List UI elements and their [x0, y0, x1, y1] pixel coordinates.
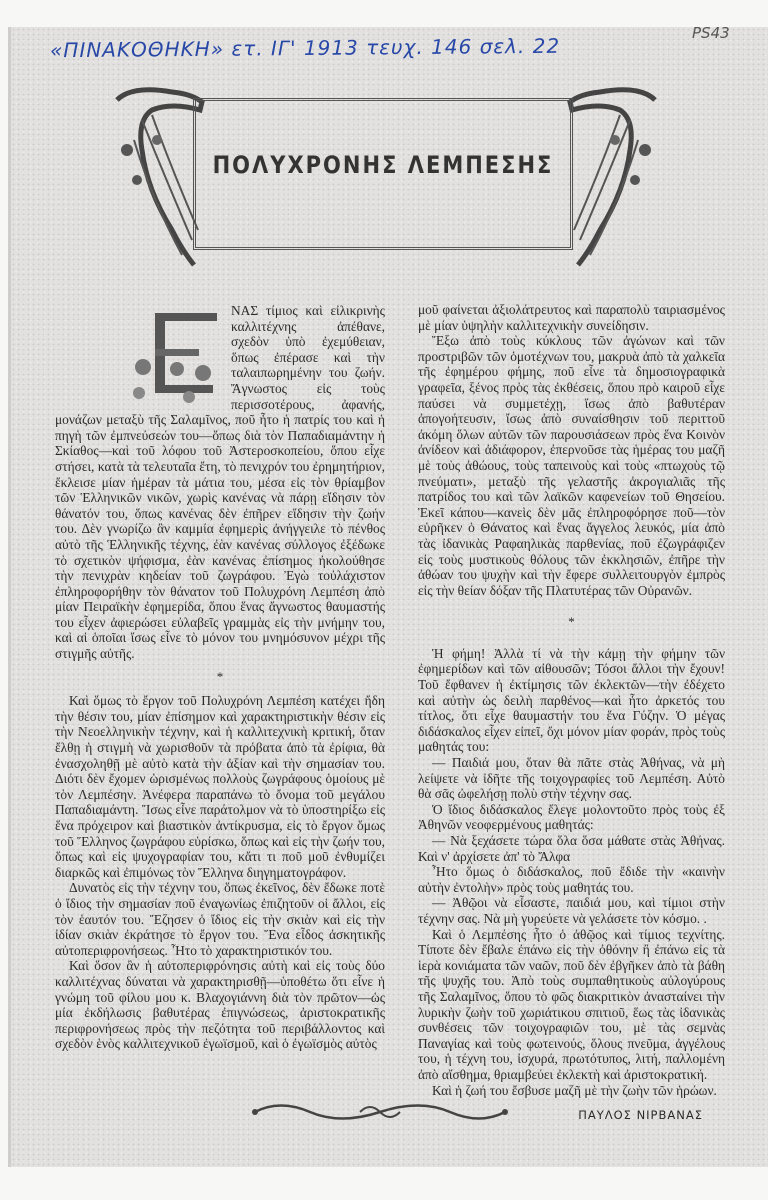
paragraph: Καὶ ὅσον ἂν ἡ αὐτοπεριφρόνησις αὐτὴ καὶ εἰς τοὺς δύο καλλιτέχνας δύναται νὰ χαρακτηρισθῇ—ὑποθέτω ὅτι εἶνε ἡ γνώμη τοῦ φίλου μου κ. Βλαχογιάννη διὰ τὸν πρῶτον—ὡς μία ἐκδήλωσις βαθυτέρας ἐπιγνώσεως, ἀριστοκρατικῆς περιφρονήσεως πρὸς τὴν πεζότητα τοῦ περιβάλλοντος καὶ σχεδὸν ἑνὸς καλλιτεχνικοῦ ἐγωϊσμοῦ, καὶ ὁ ἐγωϊσμὸς αὐτὸς — [55, 958, 385, 1052]
paragraph: Δυνατὸς εἰς τὴν τέχνην του, ὅπως ἐκεῖνος, δὲν ἔδωκε ποτὲ ὁ ἴδιος τὴν σημασίαν ποῦ ἐναγωνίως ἐπιζητοῦν οἱ ἄλλοι, εἰς τὸν ἑαυτόν του. Ἔζησεν ὁ ἴδιος εἰς τὴν σκιὰν καὶ εἰς τὴν ἰδίαν σκιὰν ἐκράτησε τὸ ἔργον του. Ἕνα εἶδος ἀσκητικῆς αὐτοπεριφρονήσεως. Ἦτο τὸ χαρακτηριστικόν του. — [55, 880, 385, 958]
article-title: ΠΟΛΥΧΡΟΝΗΣ ΛΕΜΠΕΣΗΣ — [212, 151, 554, 179]
paragraph: Ἦτο ὅμως ὁ διδάσκαλος, ποῦ ἔδιδε τὴν «καινὴν αὐτὴν ἐντολὴν» πρὸς τοὺς μαθητάς του. — [418, 864, 725, 895]
paragraph: — Ἀθῷοι νὰ εἶσαστε, παιδιά μου, καὶ τίμιοι στὴν τέχνην σας. Νὰ μὴ γυρεύετε νὰ γελάσετε τὸν κόσμο. . — [418, 895, 725, 926]
floral-ornament-right — [565, 80, 660, 270]
intro-paragraph: ΝΑΣ τίμιος καὶ εἰλικρινὴς καλλιτέχνης ἀπέθανε, σχεδὸν ὑπὸ ἐχεμύθειαν, ὅπως ἐπέρασε καὶ τὴν ταλαιπωρημένην του ζωήν. Ἄγνωστος εἰς τοὺς περισσοτέρους, ἀφανής, μονάζων μεταξὺ τῆς Σαλαμῖνος, ποῦ ἦτο ἡ πατρίς του καὶ ἡ πηγὴ τῶν ἐμπνεύσεών του—ὅπως διὰ τὸν Παπαδιαμάντην ἡ Σκίαθος—καὶ τοῦ λόφου τοῦ Ἀστεροσκοπείου, ὅπου εἶχε στήσει, κατὰ τὰ τελευταῖα ἔτη, τὸ πενιχρόν του ἐρημητήριον, ἔκλεισε μίαν ἡμέραν τὰ μάτια του, μέσα εἰς τὸν θρίαμβον τῶν Ἑλληνικῶν νικῶν, χωρὶς κανένας νὰ πάρῃ εἴδησιν τὸν θάνατόν του, ὅπως κανένας δὲν ἐπῆρεν εἴδησιν τὴν ζωήν του. Δὲν γνωρίζω ἂν καμμία ἐφημερὶς ἀνήγγειλε τὸ πένθος αὐτὸ τῆς Ἑλληνικῆς τέχνης, ἐὰν κανένας σύλλογος ἐξέδωκε τὸ σχετικὸν ψήφισμα, ἐὰν κανένας ἐπίσημος ἠκολούθησε τὴν πενιχρὰν κηδείαν τοῦ ζωγράφου. Ἐγὼ τοὐλάχιστον ἐπληροφορήθην τὸν θάνατον τοῦ Πολυχρόνη Λεμπέση ἀπὸ μίαν Πειραϊκὴν ἐφημερίδα, ὅπου ἕνας ἄγνωστος θαυμαστής του εἶχεν ἀφιερώσει εὐλαβεῖς γραμμὰς εἰς τὴν μνήμην του, καὶ αἱ ὁποῖαι ἴσως εἶνε τὸ μόνον του μνημόσυνον μέχρι τῆς στιγμῆς αὐτῆς. — [55, 303, 385, 662]
right-column — [418, 302, 725, 1124]
paragraph: — Παιδιά μου, ὅταν θὰ πᾶτε στὰς Ἀθήνας, νὰ μὴ λείψετε νὰ ἰδῆτε τῆς τοιχογραφίες τοῦ Λεμπέση. Αὐτὸ θὰ σᾶς ὠφελήσῃ πολὺ στὴν τέχνην σας. — [418, 755, 725, 802]
section-separator: * — [568, 614, 575, 630]
left-column — [55, 303, 385, 1052]
paragraph: Καὶ ὁ Λεμπέσης ἦτο ὁ ἀθῷος καὶ τίμιος τεχνίτης. Τίποτε δὲν ἔβαλε ἐπάνω εἰς τὴν ὀθόνην ἢ ἐπάνω εἰς τὰ ἱερὰ κονιάματα τῶν ναῶν, ποῦ δὲν ἐβγῆκεν ἀπὸ τὰ βάθη τῆς ψυχῆς του. Ἀπὸ τοὺς συμπαθητικοὺς αὐλογύρους τῆς Σαλαμῖνος, ὅπου τὸ φῶς διακριτικὸν ἀνασταίνει τὴν λυρικὴν ζωὴν τοῦ χωριάτικου σπιτιοῦ, ἕως τὰς ἰδανικὰς συνθέσεις τῶν τοιχογραφιῶν του, μὲ τὰς σεμνὰς Παναγίας καὶ τοὺς φωτεινούς, ὅλους πνεῦμα, ἀγγέλους του, ἡ τέχνη του, ἰσχυρά, πρωτότυπος, λιτή, παλλομένη ἀπὸ αἴσθημα, θριαμβεύει ἐκλεκτὴ καὶ ἀριστοκρατική. — [418, 926, 725, 1082]
paragraph: — Νὰ ξεχάσετε τώρα ὅλα ὅσα μάθατε στὰς Ἀθήνας. Καὶ ν' ἀρχίσετε ἀπ' τὸ Ἄλφα — [418, 833, 725, 864]
handwritten-citation: «ΠΙΝΑΚΟΘΗΚΗ» ετ. ΙΓ' 1913 τευχ. 146 σελ. 22 — [49, 33, 561, 63]
paragraph: Καὶ ἡ ζωή του ἔσβυσε μαζῆ μὲ τὴν ζωὴν τῶν ἡρώων. — [432, 1082, 717, 1098]
paragraph: Ὁ ἴδιος διδάσκαλος ἔλεγε μολοντοῦτο πρὸς τοὺς ἐξ Ἀθηνῶν νεοφερμένους μαθητάς: — [418, 801, 725, 833]
section-separator: * — [216, 668, 224, 684]
corner-archive-note: PS43 — [692, 24, 730, 42]
author-signature: ΠΑΥΛΟΣ ΝΙΡΒΑΝΑΣ — [578, 1108, 703, 1123]
paragraph: Ἡ φήμη! Ἀλλὰ τί νὰ τὴν κάμῃ τὴν φήμην τῶν ἐφημερίδων καὶ τῶν αἰθουσῶν; Τόσοι ἄλλοι τὴν ἔχουν! Τοῦ ἔφθανεν ἡ ἐκτίμησις τῶν ἐκλεκτῶν—τὴν ἐδέχετο καὶ αὐτὴν ὡς δειλὴ παρθένος—καὶ ἦτο ἀρκετός του τίτλος, ὅτι εἶχε θαυμαστήν του ἕνα Γύζην. Ὁ μέγας διδάσκαλος εἶχεν εἰπεῖ, ὄχι μόνον μίαν φοράν, πρὸς τοὺς μαθητάς του: — [418, 645, 725, 755]
continued-paragraph: μοῦ φαίνεται ἀξιολάτρευτος καὶ παραπολὺ ταιριασμένος μὲ μίαν ὑψηλὴν καλλιτεχνικὴν συνείδησιν. — [418, 302, 725, 333]
title-frame — [193, 98, 573, 250]
decorative-drop-cap — [133, 307, 221, 403]
paragraph: Ἔξω ἀπὸ τοὺς κύκλους τῶν ἀγώνων καὶ τῶν προστριβῶν τῶν ὁμοτέχνων του, μακρυὰ ἀπὸ τὰ χαλκεῖα τῆς ἐφημέρου φήμης, ποῦ εἶνε τὰ δημοσιογραφικὰ γραφεῖα, ξένος πρὸς τὰς ἐκθέσεις, ὅπου πρὸ καιροῦ εἶχε παύσει νὰ συμμετέχῃ, ἴσως ἀπὸ βαθυτέραν ἀπογοήτευσιν, ἴσως ἀπὸ συναίσθησιν τοῦ περιττοῦ ἀκόμη ὅλων αὐτῶν τῶν παρουσιάσεων πρὸς ἕνα Κοινὸν ἀνίδεον καὶ ἀδιάφορον, ἐπερνοῦσε τὰς ἡμέρας του μαζῆ μὲ τοὺς ἀθώους, τοὺς ταπεινοὺς καὶ τοὺς «πτωχοὺς τῷ πνεύματι», μεταξὺ τῆς γελαστῆς ἀκρογιαλιᾶς τῆς πατρίδος του καὶ τῶν λαϊκῶν καφενείων τοῦ Θησείου. Ἐκεῖ κάπου—κανεὶς δὲν μᾶς ἐπληροφόρησε ποῦ—τὸν εὑρῆκεν ὁ Θάνατος καὶ ἕνας ἄγγελος λευκός, μία ἀπὸ τὰς ἰδανικὰς Ραφαηλικὰς παρθενίας, ποῦ ἐζωγράφιζεν εἰς τοὺς μυστικοὺς θόλους τῶν ἐκκλησιῶν, ἐπῆρε τὴν ἀθώαν του ψυχὴν καὶ τὴν ἔφερε συλλειτουργὸν ἐμπρὸς εἰς τὴν θείαν δόξαν τῆς Πλατυτέρας τῶν Οὐρανῶν. — [418, 333, 725, 598]
bottom-ornament — [250, 1097, 510, 1127]
paragraph: Καὶ ὅμως τὸ ἔργον τοῦ Πολυχρόνη Λεμπέση κατέχει ἤδη τὴν θέσιν του, μίαν ἐπίσημον καὶ χαρακτηριστικὴν θέσιν εἰς τὴν Νεοελληνικὴν τέχνην, καὶ ἡ καλλιτεχνικὴ κριτική, ὅταν ἔλθῃ ἡ στιγμὴ νὰ χωρισθοῦν τὰ πρόβατα ἀπὸ τὰ ἐρίφια, θὰ ἐνασχοληθῇ μὲ αὐτὸ κατὰ τὴν ἀξίαν καὶ τὴν σημασίαν του. Διότι δὲν ἔχομεν ὡρισμένως πολλοὺς ζωγράφους ὁμοίους μὲ τὸν Λεμπέσην. Ἀνέφερα παραπάνω τὸ ὄνομα τοῦ μεγάλου Παπαδιαμάντη. Ἴσως εἶνε παράτολμον νὰ τὸ ὑποστηρίξω εἰς ἕνα πρόχειρον καὶ βιαστικὸν ἀντίκρυσμα, εἰς τὸ ἔργον ὅμως τοῦ Ἕλληνος ζωγράφου εὑρίσκω, ὅπως καὶ εἰς τὴν ζωήν του, ὅπως καὶ εἰς ψυχογραφίαν του, κἄτι τι ποῦ μοῦ ἐνθυμίζει διαρκῶς καὶ ἐπιμόνως τὸν Ἕλληνα διηγηματογράφον. — [55, 693, 385, 880]
